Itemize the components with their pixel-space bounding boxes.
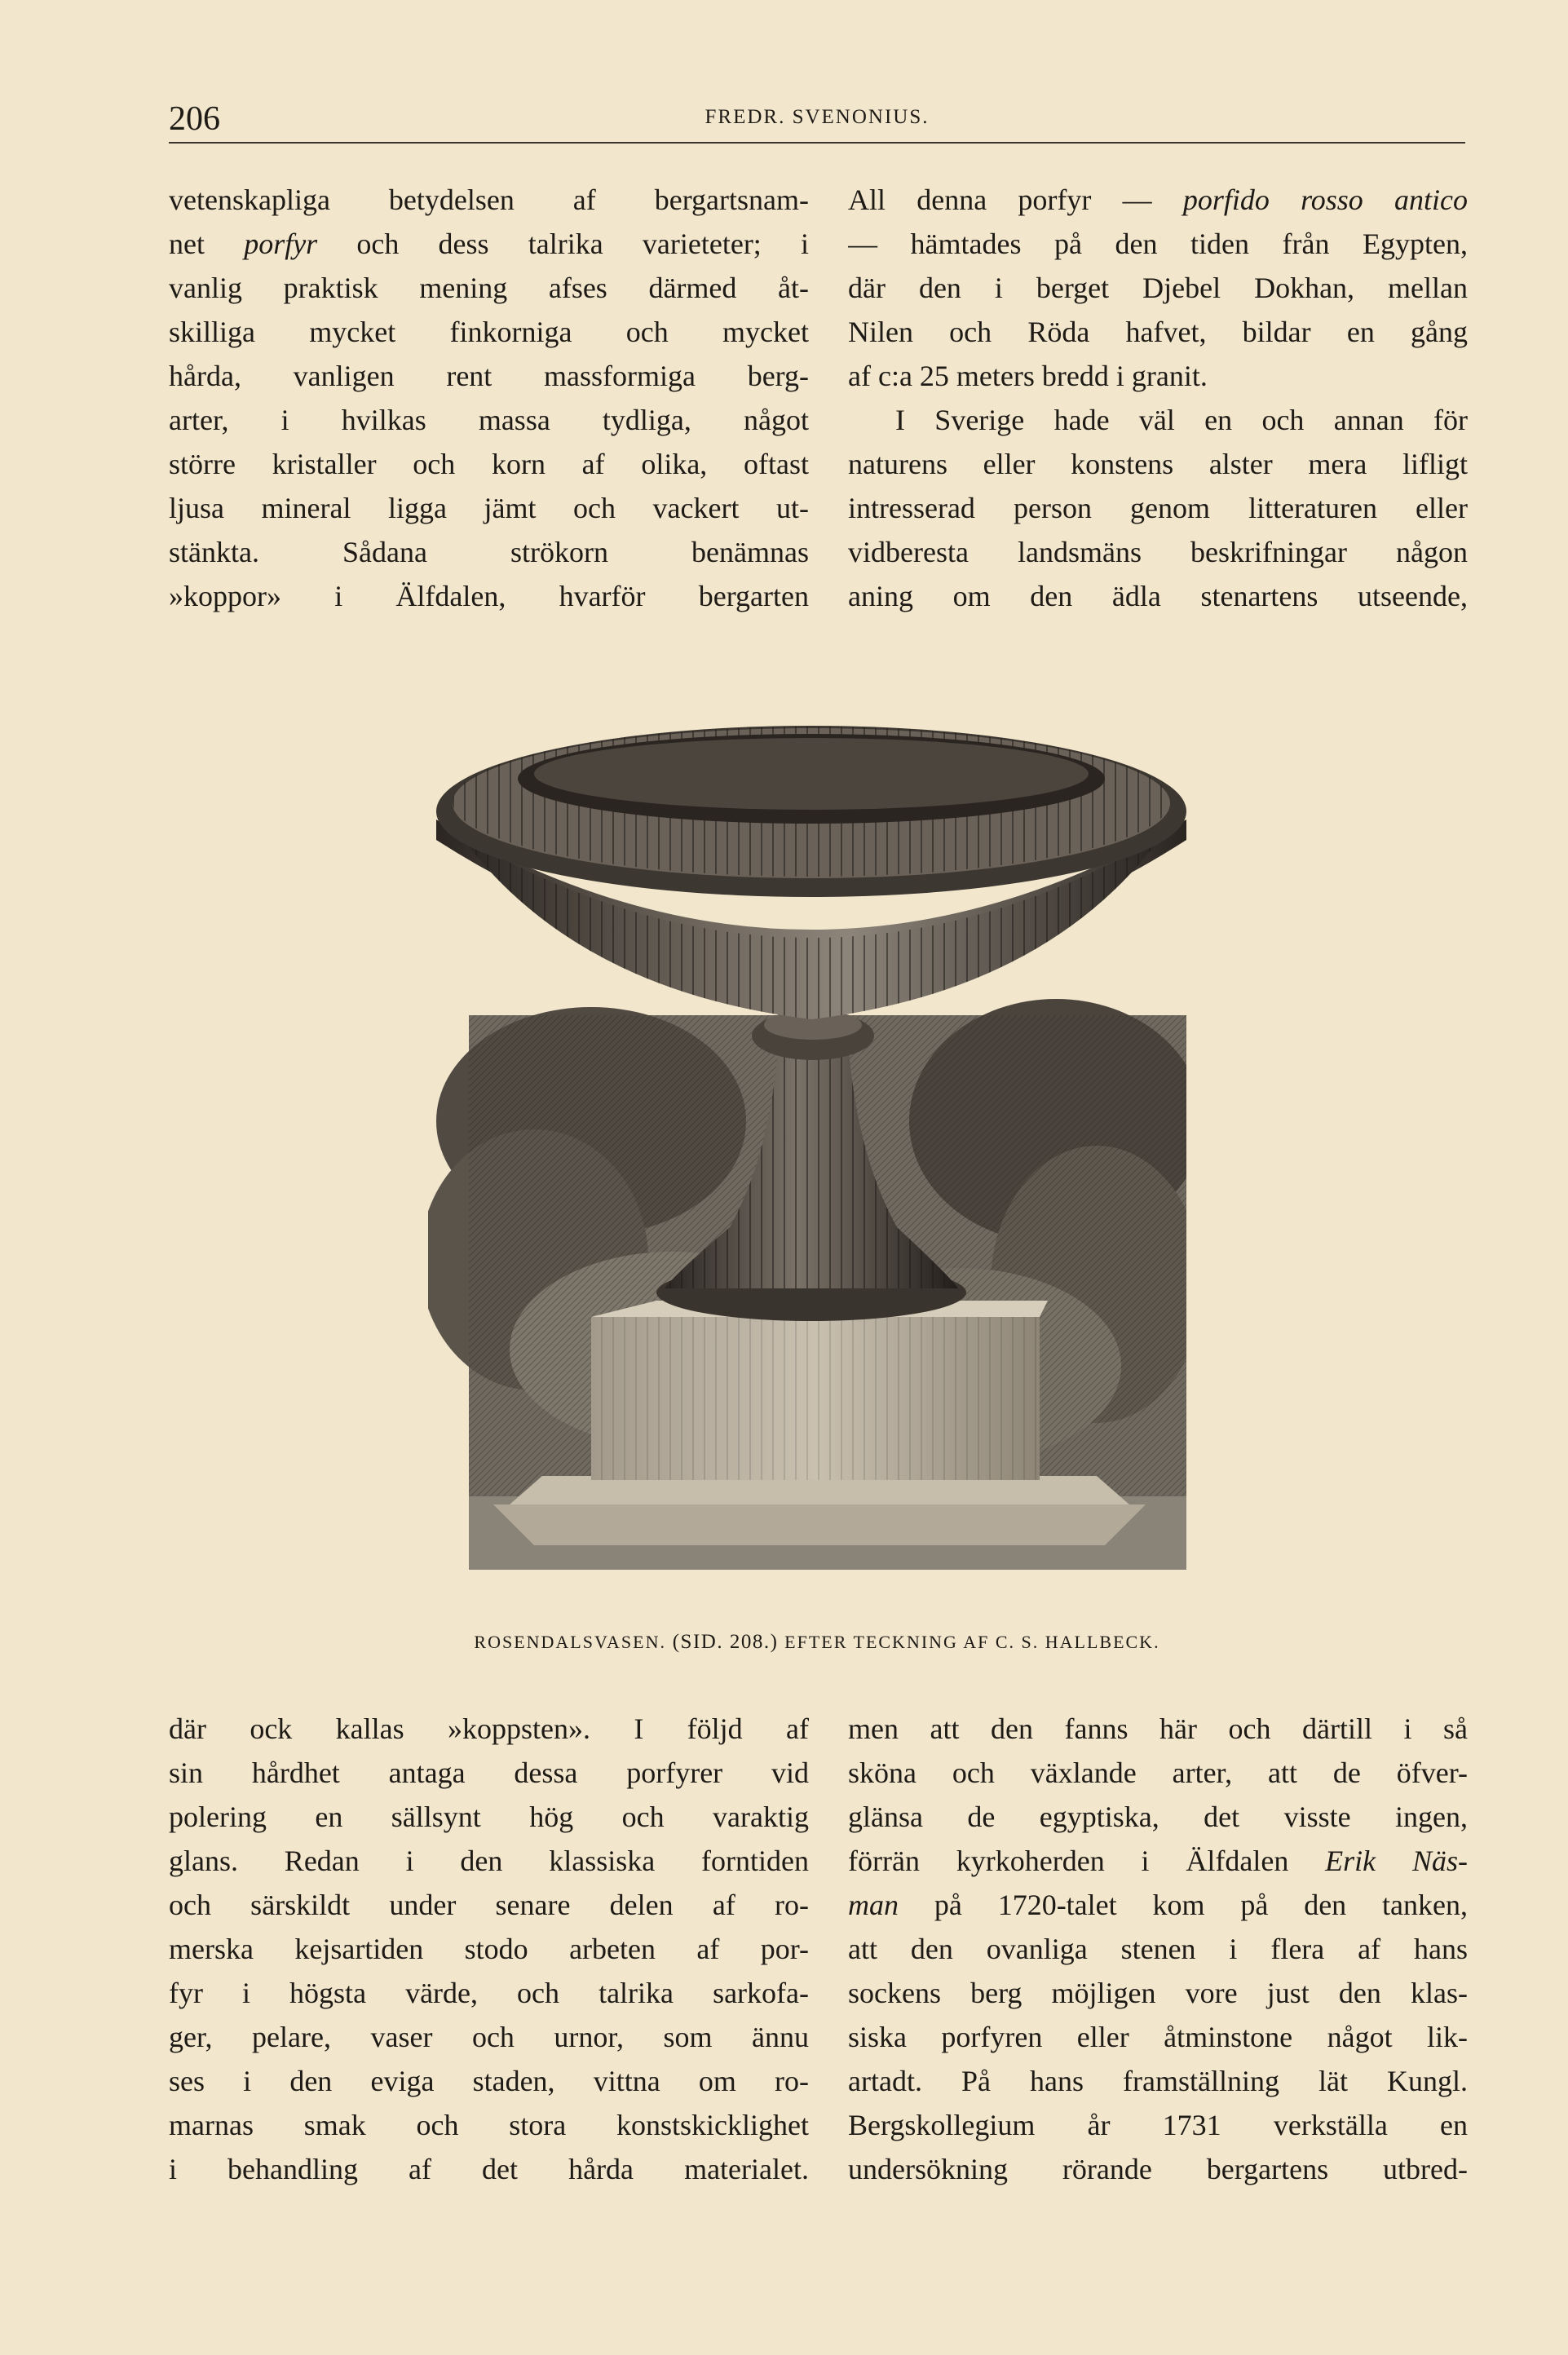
caption-ref: (SID. 208.) <box>672 1631 779 1653</box>
text-line: sköna och växlande arter, att de öfver- <box>848 1756 1468 1789</box>
text-line: Bergskollegium år 1731 verkställa en <box>848 2109 1468 2141</box>
text-line: ses i den eviga staden, vittna om ro- <box>169 2065 809 2097</box>
text-column-top-left <box>169 178 809 618</box>
text-line: och särskildt under senare delen af ro- <box>169 1889 809 1921</box>
text-line: vanlig praktisk mening afses därmed åt- <box>169 272 809 304</box>
italic-term: porfyr <box>244 228 318 260</box>
text-line: i behandling af det hårda materialet. <box>169 2153 809 2185</box>
text-line: I Sverige hade väl en och annan för <box>895 404 1468 436</box>
text-line: merska kejsartiden stodo arbeten af por- <box>169 1933 809 1965</box>
text-line: stänkta. Sådana strökorn benämnas <box>169 536 809 568</box>
text-line: vetenskapliga betydelsen af bergartsnam- <box>169 183 809 216</box>
text-line: sin hårdhet antaga dessa porfyrer vid <box>169 1756 809 1789</box>
text-line: marnas smak och stora konstskicklighet <box>169 2109 809 2141</box>
text-line: »koppor» i Älfdalen, hvarför bergarten <box>169 580 809 612</box>
text-line: siska porfyren eller åtminstone något lik- <box>848 2021 1468 2053</box>
text-column-bottom-right <box>848 1707 1468 2191</box>
vase-bowl <box>436 726 1186 1019</box>
text-line: undersökning rörande bergartens utbred- <box>848 2153 1468 2185</box>
text-line: men att den fanns här och därtill i så <box>848 1712 1468 1745</box>
page-header <box>169 98 1465 139</box>
text-line: artadt. På hans framställning lät Kungl. <box>848 2065 1468 2097</box>
text-line: polering en sällsynt hög och varaktig <box>169 1800 809 1833</box>
text-line: net porfyr och dess talrika varieteter; i <box>169 228 809 260</box>
text-line: All denna porfyr — porfido rosso antico <box>848 183 1468 216</box>
text-line: arter, i hvilkas massa tydliga, något <box>169 404 809 436</box>
text-line: glans. Redan i den klassiska forntiden <box>169 1845 809 1877</box>
text-line: fyr i högsta värde, och talrika sarkofa- <box>169 1977 809 2009</box>
text-line: intresserad person genom litteraturen eller <box>848 492 1468 524</box>
text-column-top-right <box>848 178 1468 618</box>
text-line: af c:a 25 meters bredd i granit. <box>848 360 1208 392</box>
text-line: naturens eller konstens alster mera lifligt <box>848 448 1468 480</box>
text-line: aning om den ädla stenartens utseende, <box>848 580 1468 612</box>
text-line: — hämtades på den tiden från Egypten, <box>848 228 1468 260</box>
text-line: ljusa mineral ligga jämt och vackert ut- <box>169 492 809 524</box>
vase-illustration <box>428 697 1186 1586</box>
italic-name: man <box>848 1889 899 1921</box>
caption-credit: EFTER TECKNING AF C. S. HALLBECK. <box>784 1632 1160 1652</box>
text-line: förrän kyrkoherden i Älfdalen Erik Näs- <box>848 1845 1468 1877</box>
caption-title: ROSENDALSVASEN. <box>474 1632 666 1652</box>
text-line: Nilen och Röda hafvet, bildar en gång <box>848 316 1468 348</box>
page-number: 206 <box>169 100 220 138</box>
text-line: sockens berg möjligen vore just den klas- <box>848 1977 1468 2009</box>
text-line: glänsa de egyptiska, det visste ingen, <box>848 1800 1468 1833</box>
text-line: att den ovanliga stenen i flera af hans <box>848 1933 1468 1965</box>
italic-term: porfido rosso antico <box>1182 183 1468 216</box>
text-line: vidberesta landsmäns beskrifningar någon <box>848 536 1468 568</box>
text-line: skilliga mycket finkorniga och mycket <box>169 316 809 348</box>
text-line: där den i berget Djebel Dokhan, mellan <box>848 272 1468 304</box>
text-line: man på 1720-talet kom på den tanken, <box>848 1889 1468 1921</box>
text-column-bottom-left <box>169 1707 809 2191</box>
italic-name: Erik Näs- <box>1325 1845 1468 1877</box>
text-line: där ock kallas »koppsten». I följd af <box>169 1712 809 1745</box>
text-line: större kristaller och korn af olika, oftast <box>169 448 809 480</box>
text-line: ger, pelare, vaser och urnor, som ännu <box>169 2021 809 2053</box>
header-rule <box>169 142 1465 144</box>
running-head: FREDR. SVENONIUS. <box>704 106 930 128</box>
figure-caption <box>169 1631 1465 1654</box>
text-line: hårda, vanligen rent massformiga berg- <box>169 360 809 392</box>
